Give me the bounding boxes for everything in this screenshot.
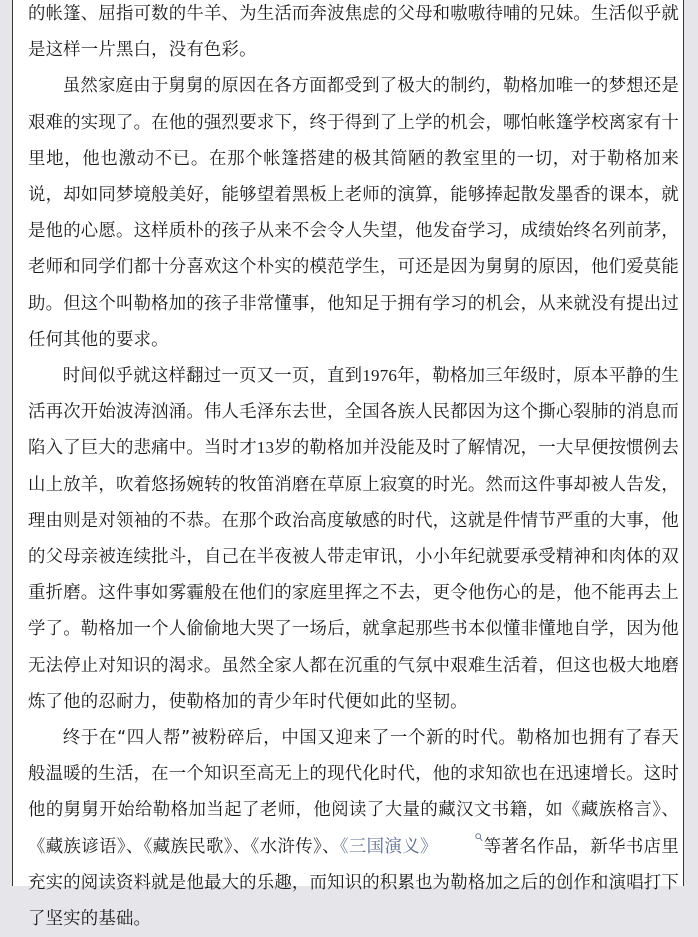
paragraph-3-text-b: 年，勒格加三年级时，原本平静的生活再次开始波涛汹涌。伟人毛泽东去世，全国各族人民都因为这个撕心裂肺的消息而陷入了巨大的悲痛中。当时才	[28, 366, 680, 459]
paragraph-1	[28, 0, 679, 68]
paragraph-1-text: 的帐篷、屈指可数的牛羊、为生活而奔波焦虑的父母和嗷嗷待哺的兄妹。生活似乎就是这样一片黑白，没有色彩。	[28, 4, 679, 61]
document-page	[12, 0, 684, 930]
age-value: 13	[256, 438, 275, 458]
paragraph-4-text-b: 等著名作品，新华书店里充实的阅读资料就是他最大的乐趣，而知识的积累也为勒格加之后的创作和演唱打下了坚实的基础。	[28, 836, 679, 930]
year-value: 1976	[362, 366, 398, 386]
paragraph-3	[28, 358, 679, 720]
paragraph-4-text-a: 终于在“四人帮”被粉碎后，中国又迎来了一个新的时代。勒格加也拥有了春天般温暖的生活，在一个知识至高无上的现代化时代，他的求知欲也在迅速增长。这时他的舅舅开始给勒格加当起了老师，他阅读了大量的藏汉文书籍，如《藏族格言》、《藏族谚语》、《藏族民歌》、《水浒传》、	[28, 728, 679, 857]
sanguo-yanyi-link[interactable]: 《三国演义》	[339, 836, 438, 857]
paragraph-4	[28, 720, 679, 937]
paragraph-3-text-a: 时间似乎就这样翻过一页又一页，直到	[62, 366, 363, 387]
article-body	[28, 0, 679, 937]
paragraph-2-text: 虽然家庭由于舅舅的原因在各方面都受到了极大的制约，勒格加唯一的梦想还是艰难的实现了。在他的强烈要求下，终于得到了上学的机会，哪怕帐篷学校离家有十里地，他也激动不已。在那个帐篷搭建的极其简陋的教室里的一切，对于勒格加来说，却如同梦境般美好，能够望着黑板上老师的演算，能够捧起散发墨香的课本，就是他的心愿。这样质朴的孩子从来不会令人失望，他发奋学习，成绩始终名列前茅，老师和同学们都十分喜欢这个朴实的模范学生，可还是因为舅舅的原因，他们爱莫能助。但这个叫勒格加的孩子非常懂事，他知足于拥有学习的机会，从来就没有提出过任何其他的要求。	[28, 76, 679, 350]
paragraph-3-text-c: 岁的勒格加并没能及时了解情况，一大早便按惯例去山上放羊，吹着悠扬婉转的牧笛消磨在草原上寂寞的时光。然而这件事却被人告发，理由则是对领袖的不恭。在那个政治高度敏感的时代，这就是件情节严重的大事，他的父母亲被连续批斗，自己在半夜被人带走审讯，小小年纪就要承受精神和肉体的双重折磨。这件事如雾霾般在他们的家庭里挥之不去，更令他伤心的是，他不能再去上学了。勒格加一个人偷偷地大哭了一场后，就拿起那些书本似懂非懂地自学，因为他无法停止对知识的渴求。虽然全家人都在沉重的气氛中艰难生活着，但这也极大地磨炼了他的忍耐力，使勒格加的青少年时代便如此的坚韧。	[28, 438, 679, 712]
search-icon[interactable]	[440, 833, 483, 845]
paragraph-2	[28, 68, 679, 358]
